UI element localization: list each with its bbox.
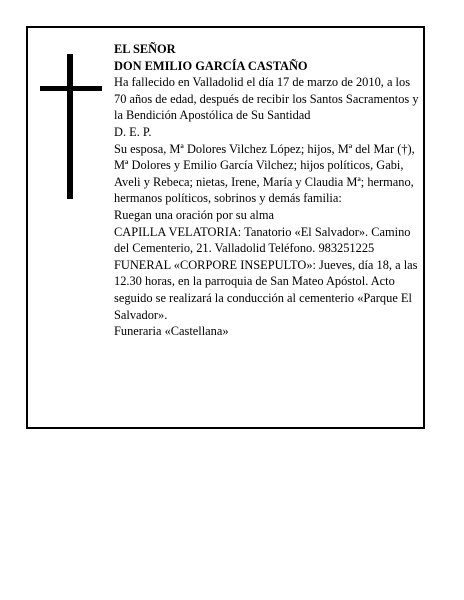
funeral-info: FUNERAL «CORPORE INSEPULTO»: Jueves, día 18, a las 12.30 horas, en la parroquia de San Mateo Apóstol. Acto seguido se realizará la conducción al cementerio «Parque El Salvador».	[114, 257, 418, 322]
cross-horizontal-bar	[40, 86, 102, 91]
cross-vertical-bar	[67, 54, 73, 199]
deceased-name: DON EMILIO GARCÍA CASTAÑO	[114, 58, 308, 73]
obituary-notice	[26, 26, 425, 429]
prayer-request: Ruegan una oración por su alma	[114, 207, 274, 222]
family-members: Su esposa, Mª Dolores Vilchez López; hijos, Mª del Mar (†), Mª Dolores y Emilio García Vilchez; hijos políticos, Gabi, Aveli y Rebeca; nietas, Irene, María y Claudia Mª; hermano, hermanos políticos, sobrinos y demás familia:	[114, 141, 415, 206]
wake-chapel-info: CAPILLA VELATORIA: Tanatorio «El Salvador». Camino del Cementerio, 21. Valladolid Teléfono. 983251225	[114, 224, 411, 256]
rest-in-peace: D. E. P.	[114, 124, 152, 139]
cross-icon	[40, 54, 102, 199]
death-announcement: Ha fallecido en Valladolid el día 17 de marzo de 2010, a los 70 años de edad, después de recibir los Santos Sacramentos y la Bendición Apostólica de Su Santidad	[114, 75, 419, 123]
notice-text	[114, 41, 421, 340]
notice-title: EL SEÑOR	[114, 42, 176, 56]
funeral-home: Funeraria «Castellana»	[114, 324, 229, 339]
